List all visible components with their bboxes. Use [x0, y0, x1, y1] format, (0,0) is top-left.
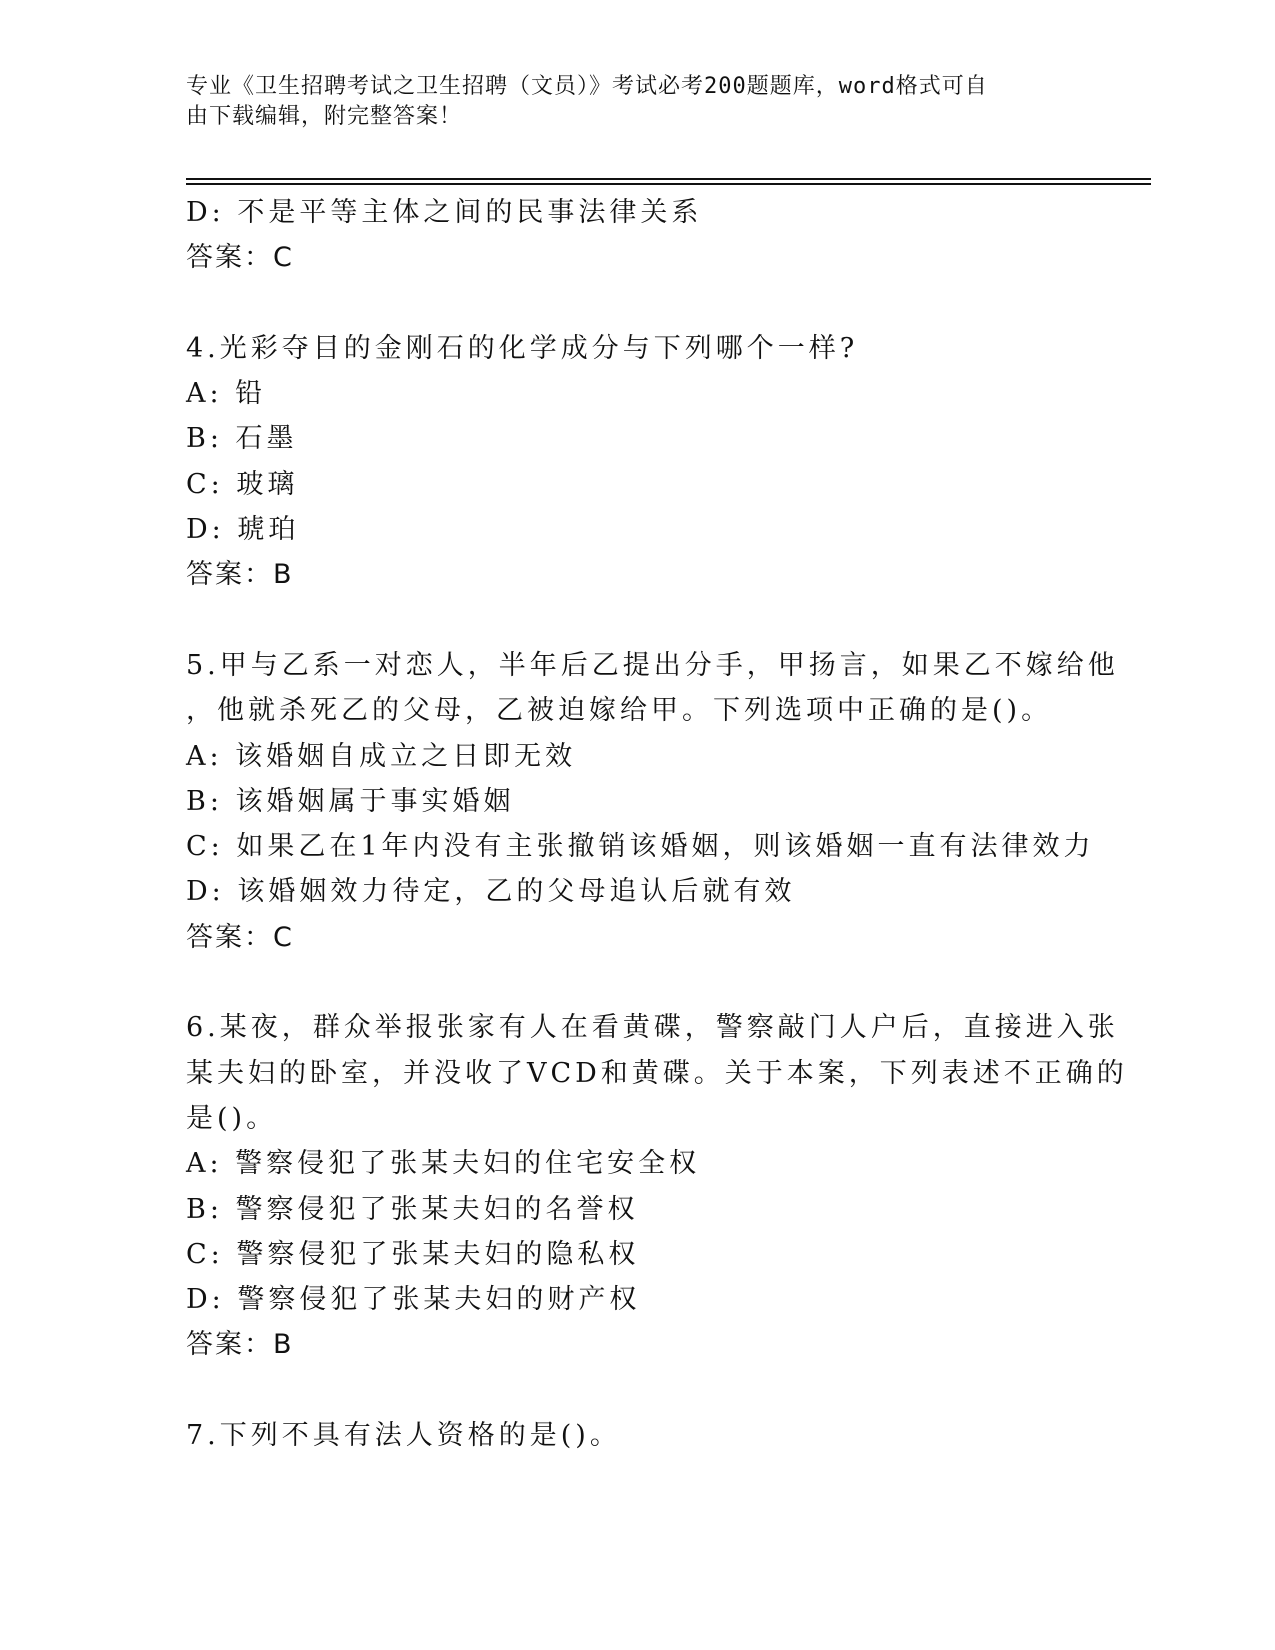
q4-option-b: B: 石墨: [186, 423, 298, 455]
q6-question-line-1: 6.某夜，群众举报张家有人在看黄碟，警察敲门人户后，直接进入张: [186, 1012, 1119, 1044]
q5-question-line-2: ，他就杀死乙的父母，乙被迫嫁给甲。下列选项中正确的是()。: [186, 695, 1053, 727]
q7-question: 7.下列不具有法人资格的是()。: [186, 1420, 621, 1452]
spacer: [186, 1368, 1066, 1413]
spacer: [186, 281, 1066, 326]
q5-option-d: D: 该婚姻效力待定，乙的父母追认后就有效: [186, 876, 796, 908]
header-divider-bottom: [186, 183, 1151, 185]
q5-option-b: B: 该婚姻属于事实婚姻: [186, 785, 515, 817]
q5-option-a: A: 该婚姻自成立之日即无效: [186, 740, 577, 772]
q4-option-c: C: 玻璃: [186, 468, 299, 500]
header-line-2: 由下载编辑，附完整答案！: [186, 104, 463, 129]
q6-question-line-2: 某夫妇的卧室，并没收了VCD和黄碟。关于本案，下列表述不正确的: [186, 1057, 1128, 1089]
q5-answer: 答案：C: [186, 921, 294, 953]
q5-question-line-1: 5.甲与乙系一对恋人，半年后乙提出分手，甲扬言，如果乙不嫁给他: [186, 649, 1119, 681]
q4-question: 4.光彩夺目的金刚石的化学成分与下列哪个一样?: [186, 332, 859, 364]
spacer: [186, 960, 1066, 1005]
q6-question-line-3: 是()。: [186, 1102, 278, 1134]
q6-option-c: C: 警察侵犯了张某夫妇的隐私权: [186, 1238, 640, 1270]
header-line-1: 专业《卫生招聘考试之卫生招聘（文员）》考试必考200题题库，word格式可自: [186, 74, 988, 99]
prev-answer: 答案：C: [186, 242, 294, 274]
q6-option-d: D: 警察侵犯了张某夫妇的财产权: [186, 1284, 641, 1316]
question-list: [186, 190, 1128, 1458]
document-header: [186, 72, 1056, 132]
header-divider-top: [186, 178, 1151, 180]
q5-option-c: C: 如果乙在1年内没有主张撤销该婚姻，则该婚姻一直有法律效力: [186, 831, 1095, 863]
q6-option-a: A: 警察侵犯了张某夫妇的住宅安全权: [186, 1148, 701, 1180]
spacer: [186, 598, 1066, 643]
q6-option-b: B: 警察侵犯了张某夫妇的名誉权: [186, 1193, 639, 1225]
q4-option-d: D: 琥珀: [186, 514, 300, 546]
q4-answer: 答案：B: [186, 559, 294, 591]
prev-option-d: D: 不是平等主体之间的民事法律关系: [186, 197, 703, 228]
q6-answer: 答案：B: [186, 1329, 294, 1361]
q4-option-a: A: 铅: [186, 378, 267, 410]
